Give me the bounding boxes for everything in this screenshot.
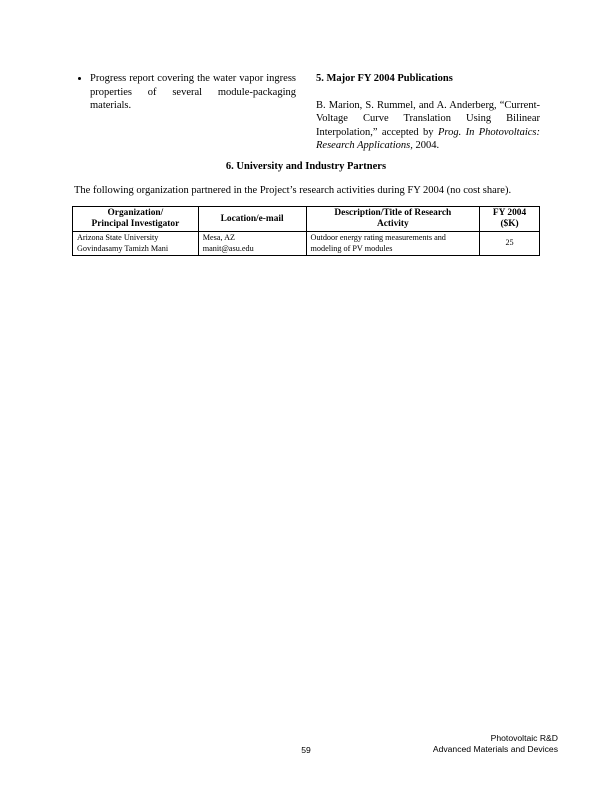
publications-section — [316, 72, 540, 153]
cell-description: Outdoor energy rating measurements and modeling of PV modules — [306, 232, 480, 256]
publication-journal: Prog. In Photovoltaics: Research Applications, — [316, 126, 540, 151]
header-organization: Organization/ Principal Investigator — [73, 207, 199, 232]
table-row — [73, 232, 540, 256]
footer-line-2: Advanced Materials and Devices — [432, 744, 558, 754]
header-location: Location/e-mail — [198, 207, 306, 232]
header-fy2004: FY 2004 ($K) — [480, 207, 540, 232]
bullet-item: • Progress report covering the water vapor ingress properties of several module-packaging materials. — [90, 72, 296, 113]
cell-amount: 25 — [480, 232, 540, 256]
cell-location: Mesa, AZ manit@asu.edu — [198, 232, 306, 256]
footer-line-1: Photovoltaic R&D — [490, 733, 558, 743]
publication-citation: B. Marion, S. Rummel, and A. Anderberg, “Current-Voltage Curve Translation Using Bilinear Interpolation,” accepted by — [316, 99, 540, 138]
email-text: manit@asu.edu — [202, 243, 254, 253]
partners-table — [72, 206, 540, 256]
partners-heading: 6. University and Industry Partners — [225, 161, 387, 172]
table-header-row — [73, 207, 540, 232]
running-footer — [433, 733, 558, 755]
page-number: 59 — [301, 745, 311, 755]
left-column — [72, 72, 296, 113]
bullet-list — [72, 72, 296, 113]
publication-year: 2004. — [412, 140, 440, 151]
publication-entry — [316, 99, 540, 153]
cell-organization: Arizona State University Govindasamy Tamizh Mani — [73, 232, 199, 256]
partners-intro: The following organization partnered in the Project’s research activities during FY 2004 (no cost share). — [74, 185, 512, 196]
header-description: Description/Title of Research Activity — [306, 207, 480, 232]
publications-heading: 5. Major FY 2004 Publications — [316, 73, 453, 84]
